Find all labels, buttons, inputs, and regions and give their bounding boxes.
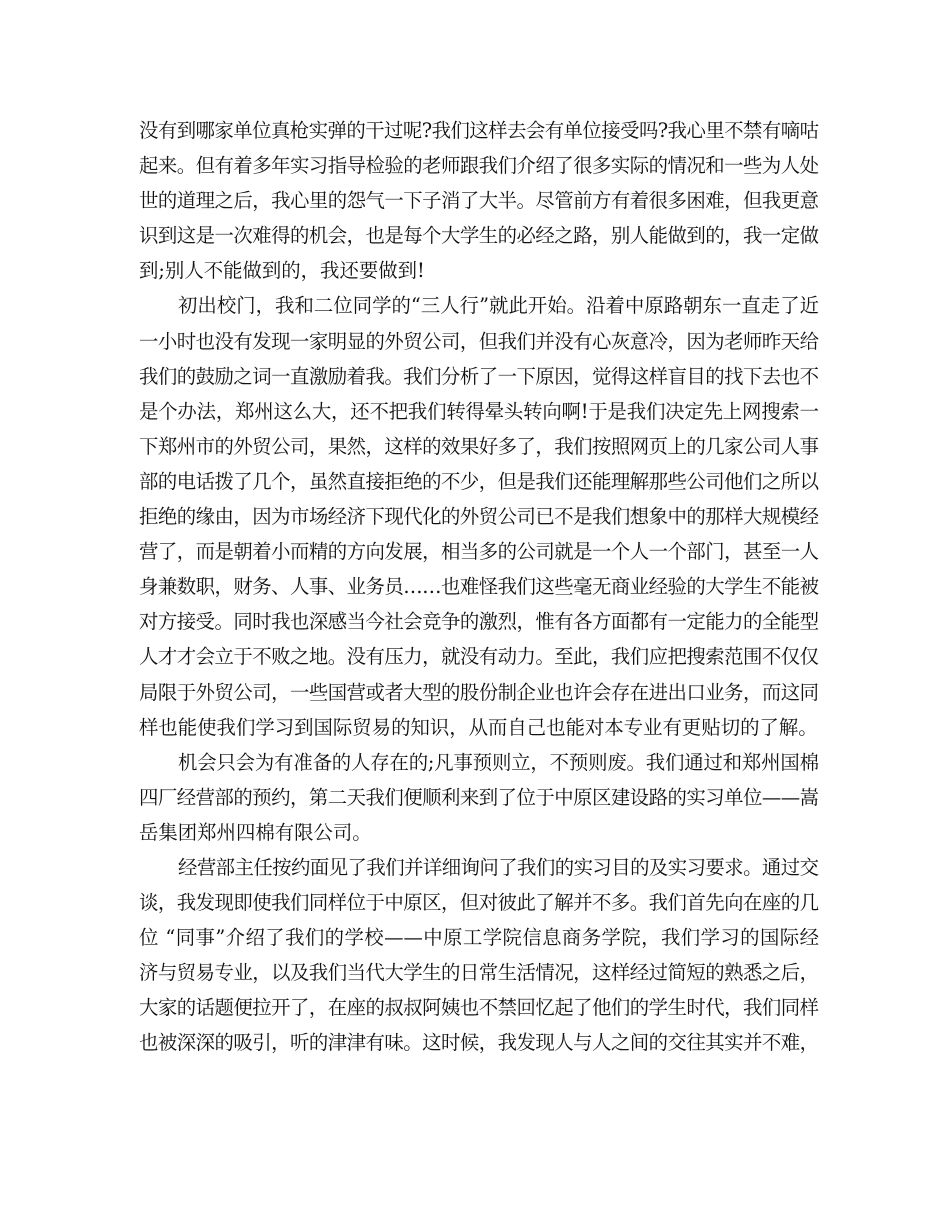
text-line: 身兼数职，财务、人事、业务员……也难怪我们这些毫无商业经验的大学生不能被 <box>139 575 819 599</box>
text-line: 经营部主任按约面见了我们并详细询问了我们的实习目的及实习要求。通过交 <box>178 855 819 879</box>
text-line: 局限于外贸公司，一些国营或者大型的股份制企业也许会存在进出口业务，而这同 <box>139 680 819 704</box>
text-line: 机会只会为有准备的人存在的;凡事预则立，不预则废。我们通过和郑州国棉 <box>178 750 819 774</box>
text-line: 是个办法，郑州这么大，还不把我们转得晕头转向啊!于是我们决定先上网搜索一 <box>139 399 819 423</box>
text-line: 一小时也没有发现一家明显的外贸公司，但我们并没有心灰意冷，因为老师昨天给 <box>139 329 819 353</box>
text-line: 下郑州市的外贸公司，果然，这样的效果好多了，我们按照网页上的几家公司人事 <box>139 434 819 458</box>
text-line: 营了，而是朝着小而精的方向发展，相当多的公司就是一个人一个部门，甚至一人 <box>139 540 819 564</box>
text-line: 位 “同事”介绍了我们的学校——中原工学院信息商务学院，我们学习的国际经 <box>139 926 819 950</box>
text-line: 岳集团郑州四棉有限公司。 <box>139 820 372 844</box>
text-line: 部的电话拨了几个，虽然直接拒绝的不少，但是我们还能理解那些公司他们之所以 <box>139 469 819 493</box>
text-line: 识到这是一次难得的机会，也是每个大学生的必经之路，别人能做到的，我一定做 <box>139 224 819 248</box>
text-line: 样也能使我们学习到国际贸易的知识，从而自己也能对本专业有更贴切的了解。 <box>139 715 818 739</box>
text-line: 初出校门，我和二位同学的“三人行”就此开始。沿着中原路朝东一直走了近 <box>178 294 819 318</box>
text-line: 世的道理之后，我心里的怨气一下子消了大半。尽管前方有着很多困难，但我更意 <box>139 189 819 213</box>
text-line: 四厂经营部的预约，第二天我们便顺利来到了位于中原区建设路的实习单位——嵩 <box>139 785 819 809</box>
text-line: 起来。但有着多年实习指导检验的老师跟我们介绍了很多实际的情况和一些为人处 <box>139 154 819 178</box>
text-line: 对方接受。同时我也深感当今社会竞争的激烈，惟有各方面都有一定能力的全能型 <box>139 610 819 634</box>
text-line: 谈，我发现即使我们同样位于中原区，但对彼此了解并不多。我们首先向在座的几 <box>139 891 819 915</box>
text-line: 大家的话题便拉开了，在座的叔叔阿姨也不禁回忆起了他们的学生时代，我们同样 <box>139 996 819 1020</box>
document-body <box>139 113 819 1061</box>
text-line: 我们的鼓励之词一直激励着我。我们分析了一下原因，觉得这样盲目的找下去也不 <box>139 364 819 388</box>
text-line: 人才才会立于不败之地。没有压力，就没有动力。至此，我们应把搜索范围不仅仅 <box>139 645 819 669</box>
text-line: 济与贸易专业，以及我们当代大学生的日常生活情况，这样经过简短的熟悉之后， <box>139 961 819 985</box>
text-line: 也被深深的吸引，听的津津有味。这时候，我发现人与人之间的交往其实并不难， <box>139 1031 819 1055</box>
text-line: 拒绝的缘由，因为市场经济下现代化的外贸公司已不是我们想象中的那样大规模经 <box>139 505 819 529</box>
text-line: 到;别人不能做到的，我还要做到! <box>139 259 425 283</box>
text-line: 没有到哪家单位真枪实弹的干过呢?我们这样去会有单位接受吗?我心里不禁有嘀咕 <box>139 119 819 142</box>
